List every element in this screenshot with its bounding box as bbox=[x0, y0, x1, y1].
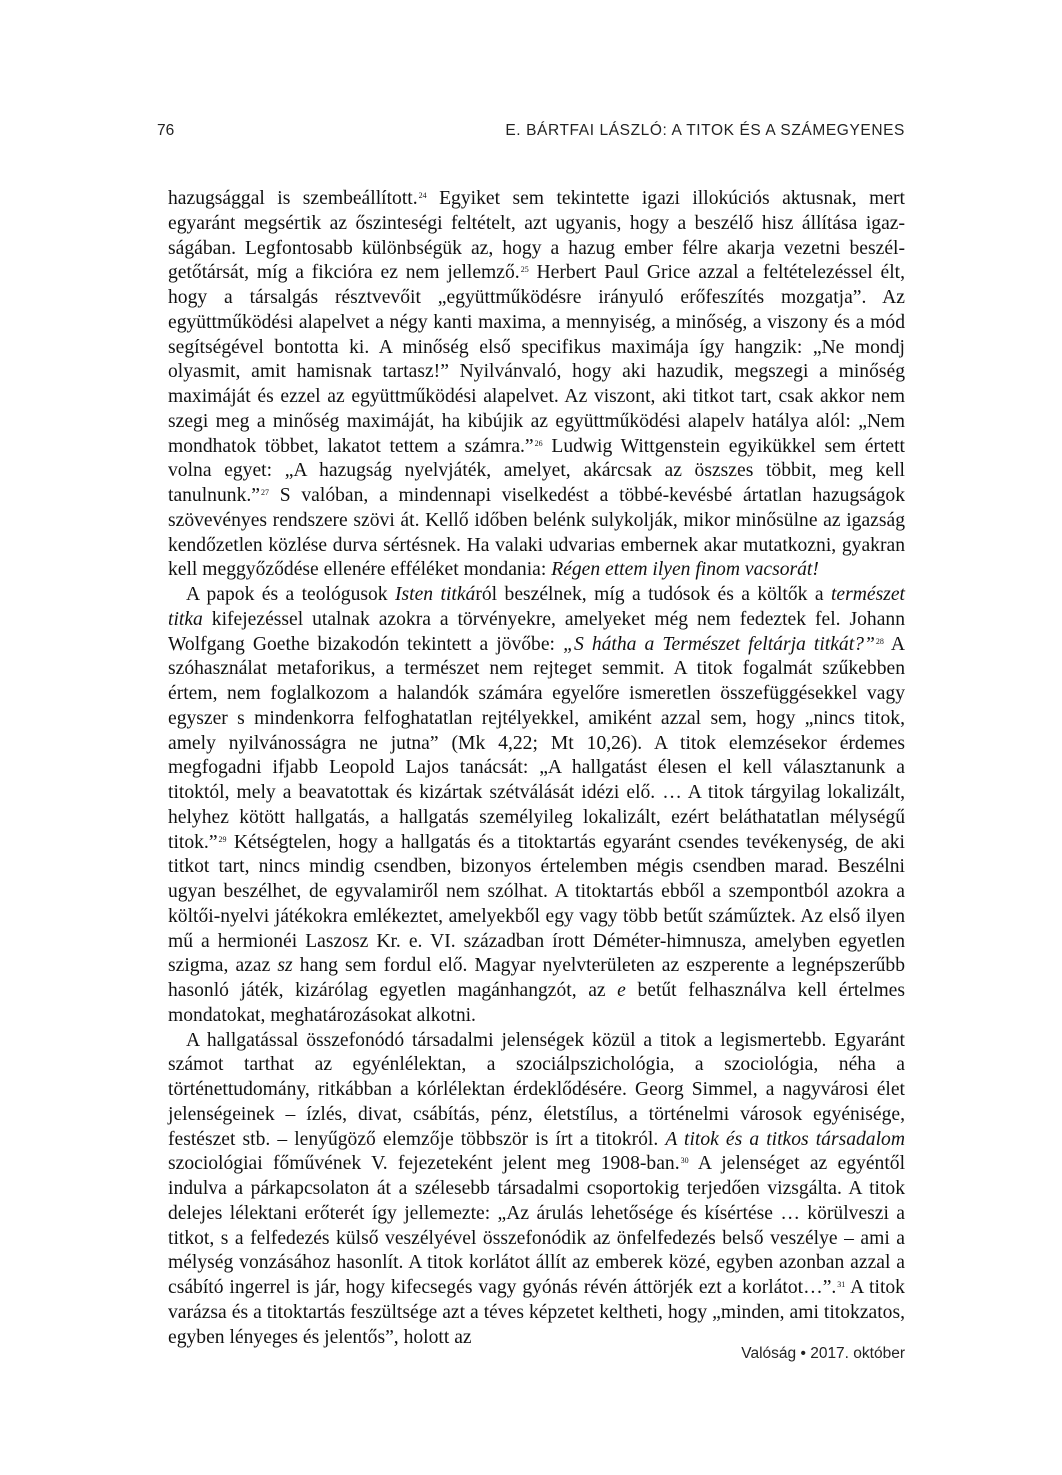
page-header bbox=[157, 122, 905, 140]
text-run: A hallgatással összefonódó társadalmi jelenségek közül a titok a legismertebb. Egyaránt számot tarthat az egyénlélektan, a szociálpszichológia, a szociológia, néha a történettudomány, ritkábban a kórlélektan érdeklődésére. Georg Simmel, a nagyvárosi élet jelenségeinek – ízlés, divat, csábítás, pénz, életstílus, a történelmi városok egyénisége, festészet stb. – lenyűgöző elemzője többször is írt a titokról. bbox=[168, 1029, 905, 1150]
text-run: hazugsággal is szembeállított. bbox=[168, 188, 418, 209]
footnote-ref: 31 bbox=[837, 1280, 846, 1289]
article-body bbox=[168, 187, 905, 1350]
text-run: ról beszélnek, míg a tudósok és a költők a bbox=[475, 584, 831, 605]
text-run: betűt felhasználva kell értelmes mondatokat, meghatározásokat alkotni. bbox=[168, 980, 906, 1026]
footnote-ref: 27 bbox=[260, 488, 269, 497]
text-run: S valóban, a mindennapi viselkedést a többé-kevésbé ártatlan hazugságok szövevényes rendszere szövi át. Kellő időben belénk sulykolják, mikor minősülne az igazság kendőzetlen közlése durva sértésnek. Ha valaki udvarias embernek akar mutatkozni, gyakran kell meggyőződése ellenére efféléket mondania: bbox=[168, 485, 905, 581]
text-run: szociológiai főművének V. fejezeteként jelent meg 1908-ban. bbox=[168, 1153, 680, 1175]
paragraph bbox=[168, 1029, 905, 1351]
text-run: A papok és a teológusok bbox=[186, 584, 396, 605]
footnote-ref: 30 bbox=[680, 1156, 689, 1166]
text-run: Egyiket sem tekintette igazi illokúciós aktusnak, mert egyaránt megsértik az őszinteségi feltételt, azt ugyanis, hogy a beszélő hisz állítása igazságában. Legfontosabb különbségük az, hogy a hazug ember félre akarja vezetni beszélgetőtársát, míg a fikcióra ez nem jellemző. bbox=[168, 188, 906, 284]
page-footer: Valóság • 2017. október bbox=[741, 1345, 905, 1362]
italic-text: e bbox=[617, 980, 626, 1001]
text-run: kifejezéssel utalnak azokra a törvényekre, amelyeket még nem fedeztek fel. Johann Wolfgang Goethe bizakodón tekintett a jövőbe: bbox=[168, 608, 905, 655]
text-run: A szóhasználat metaforikus, a természet nem rejteget semmit. A titok fogalmát szűkebben értem, nem foglalkozom a halandók számára egyelőre ismeretlen összefüggésekkel vagy egyszer s mindenkorra felfoghatatlan rejtélyekkel, amiként azzal sem, hogy „nincs titok, amely nyilvánosságra ne jutna” (Mk 4,22; Mt 10,26). A titok elemzésekor érdemes megfogadni ifjabb Leopold Lajos tanácsát: „A hallgatást élesen el kell választanunk a titoktól, mely a beavatottak és kizártak szétválását idézi elő. … A titok tárgyilag lokalizált, helyhez kötött hallgatás, a hallgatás személyileg lokalizált, ezért beláthatatlan mélységű titok.” bbox=[168, 633, 905, 853]
paragraph bbox=[168, 187, 905, 583]
italic-text: Régen ettem ilyen finom vacsorát! bbox=[551, 559, 819, 581]
text-run: Ludwig Wittgenstein egyikükkel sem értett volna egyet: „A hazugság nyelvjáték, amelyet, akárcsak az öszszes többit, meg kell tanulnunk.” bbox=[168, 435, 905, 506]
italic-text: természet titka bbox=[168, 584, 905, 630]
text-run: Herbert Paul Grice azzal a feltételezéssel élt, hogy a társalgás résztvevőit „együttműködésre irányuló erőfeszítés mozgatja”. Az együttműködési alapelvet a négy kanti maxima, a mennyiség, a minőség, a viszony és a mód segítségével bontotta ki. A minőség első specifikus maximája így hangzik: „Ne mondj olyasmit, amit hamisnak tartasz!” Nyilvánvaló, hogy aki hazudik, megszegi a minőség maximáját és ezzel az együttműködési alapelvet. Az viszont, aki titkot tart, csak akkor nem szegi meg a minőség maximáját, ha kibújik az együttműködési alapelv hatálya alól: „Nem mondhatok többet, lakatot tettem a számra.” bbox=[168, 262, 906, 457]
italic-text: Isten titká bbox=[395, 584, 476, 605]
running-title: E. BÁRTFAI LÁSZLÓ: A TITOK ÉS A SZÁMEGYENES bbox=[505, 122, 905, 139]
italic-text: sz bbox=[277, 955, 293, 977]
footnote-ref: 26 bbox=[534, 438, 543, 448]
footnote-ref: 25 bbox=[520, 265, 529, 275]
text-run: A jelenséget az egyéntől indulva a párkapcsolaton át a szélesebb társadalmi csoportokig terjedően vizsgálta. A titok delejes lélektani erőterét így jellemezte: „Az árulás lehetősége és kísértése … körülveszi a titkot, s a felfedezés külső veszélyével összefonódik az önfelfedezés belső veszélye – ami a mélység vonzásához hasonlít. A titok korlátot állít az emberek közé, egyben azonban azzal a csábító ingerrel is jár, hogy kifecsegés vagy gyónás révén áttörjék ezt a korlátot…”. bbox=[168, 1153, 906, 1298]
footnote-ref: 28 bbox=[875, 636, 884, 646]
paragraph bbox=[168, 583, 905, 1029]
footnote-ref: 24 bbox=[418, 191, 427, 200]
footnote-ref: 29 bbox=[218, 834, 227, 844]
text-run: A titok varázsa és a titoktartás feszültsége azt a téves képzetet keltheti, hogy „minden, ami titokzatos, egyben lényeges és jelentős”, holott az bbox=[168, 1277, 905, 1348]
text-run: Kétségtelen, hogy a hallgatás és a titoktartás egyaránt csendes tevékenység, de aki titkot tart, nincs mindig csendben, bizonyos értelemben mégis csendben marad. Beszélni ugyan beszélhet, de egyvalamiről nem szólhat. A titoktartás ebből a szempontból azokra a költői-nyelvi játékokra emlékeztet, amelyekből egy vagy több betűt száműztek. Az első ilyen mű a hermionéi Laszosz Kr. e. VI. században írott Déméter-himnusza, amelyben egyetlen szigma, azaz bbox=[168, 831, 905, 977]
italic-text: A titok és a titkos társadalom bbox=[665, 1128, 905, 1150]
italic-text: „S hátha a Természet feltárja titkát?” bbox=[563, 633, 875, 655]
text-run: hang sem fordul elő. Magyar nyelvterületen az eszperente a legnépszerűbb hasonló játék, kizárólag egyetlen magánhangzót, az bbox=[168, 955, 906, 1001]
page-number: 76 bbox=[157, 122, 175, 139]
